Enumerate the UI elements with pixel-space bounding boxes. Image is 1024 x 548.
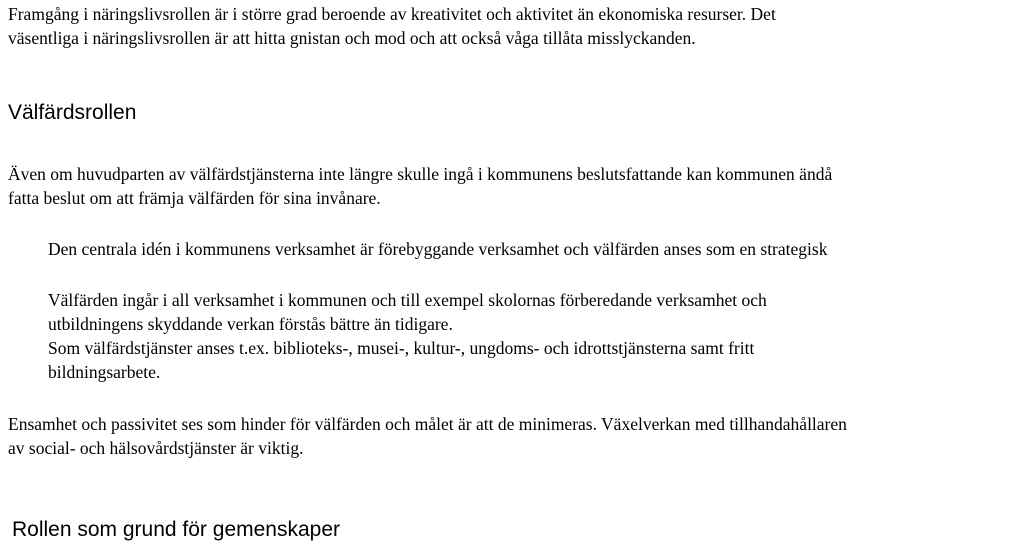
section-heading-valfardsrollen: Välfärdsrollen: [8, 101, 137, 124]
indented-item-3-line-2: bildningsarbete.: [48, 362, 161, 382]
valfard-paragraph-1-line-2: fatta beslut om att främja välfärden för sina invånare.: [8, 188, 381, 208]
valfard-paragraph-2-line-2: av social- och hälsovårdstjänster är viktig.: [8, 438, 304, 458]
valfard-paragraph-1-line-1: Även om huvudparten av välfärdstjänsterna inte längre skulle ingå i kommunens beslutsfattande kan kommunen ändå: [8, 164, 833, 184]
intro-paragraph: [8, 2, 776, 50]
intro-line-1: Framgång i näringslivsrollen är i större grad beroende av kreativitet och aktivitet än ekonomiska resurser. Det: [8, 4, 776, 24]
indented-item-1-line-1: Den centrala idén i kommunens verksamhet är förebyggande verksamhet och välfärden anses som en strategisk: [48, 239, 828, 259]
intro-line-2: väsentliga i näringslivsrollen är att hitta gnistan och mod och att också våga tillåta misslyckanden.: [8, 28, 696, 48]
valfard-paragraph-1: [8, 162, 832, 210]
indented-item-1: [48, 237, 827, 261]
indented-item-3: [48, 336, 754, 384]
indented-item-2: [48, 288, 767, 336]
valfard-paragraph-2: [8, 412, 847, 460]
indented-item-2-line-2: utbildningens skyddande verkan förstås bättre än tidigare.: [48, 314, 453, 334]
indented-item-3-line-1: Som välfärdstjänster anses t.ex. biblioteks-, musei-, kultur-, ungdoms- och idrottstjänsterna samt fritt: [48, 338, 755, 358]
section-heading-gemenskaper: Rollen som grund för gemenskaper: [12, 518, 341, 541]
indented-item-2-line-1: Välfärden ingår i all verksamhet i kommunen och till exempel skolornas förberedande verksamhet och: [48, 290, 767, 310]
valfard-paragraph-2-line-1: Ensamhet och passivitet ses som hinder för välfärden och målet är att de minimeras. Växelverkan med tillhandahållaren: [8, 414, 847, 434]
